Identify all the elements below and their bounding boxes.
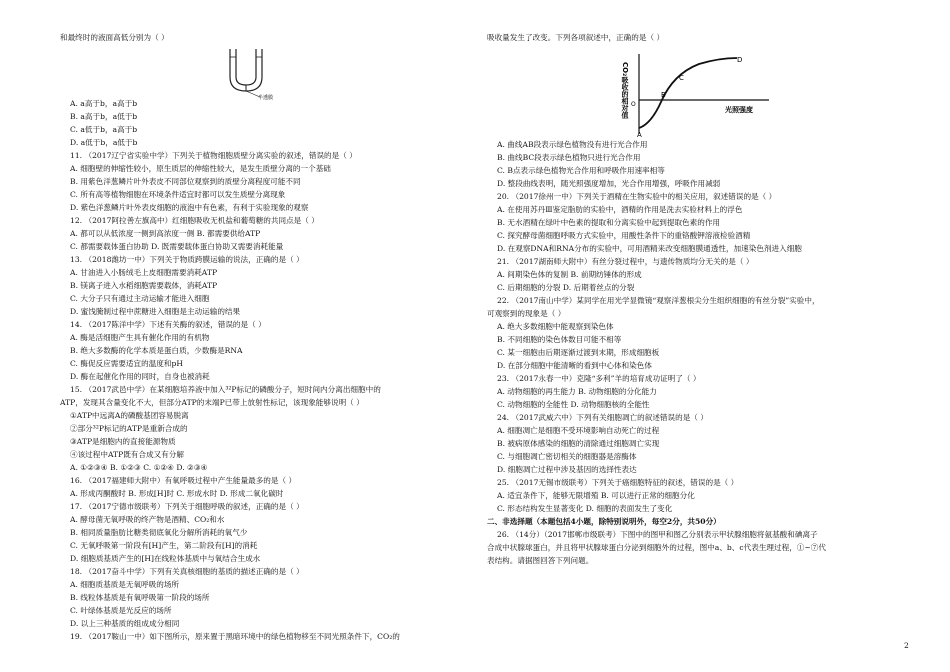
left_column-line: A. 形成丙酮酸时 B. 形成[H]时 C. 形成水时 D. 形成二氧化碳时 bbox=[70, 489, 284, 498]
left_column-line: 14. （2017陈洋中学）下述有关酶的叙述，错误的是（ ） bbox=[70, 320, 266, 329]
left_column-line: A. 都可以从低浓度一侧到高浓度一侧 B. 都需要供给ATP bbox=[70, 229, 261, 238]
right_column-line: 22. （2017南山中学）某同学在用光学显微镜“观察洋葱根尖分生组织细胞的有丝分裂”实验中， bbox=[497, 296, 820, 305]
right_column-line: B. 不同细胞的染色体数目可能不相等 bbox=[497, 335, 622, 344]
left_column-line: C. 都需要载体蛋白协助 D. 既需要载体蛋白协助又需要消耗能量 bbox=[70, 242, 284, 251]
left_column-line: 17. （2017宁德市级联考）下列关于细胞呼吸的叙述，正确的是（ ） bbox=[70, 502, 304, 511]
left_column-line: A. a高于b，a高于b bbox=[70, 99, 138, 108]
co2-chart bbox=[617, 52, 777, 138]
point-c-label: C bbox=[679, 74, 684, 82]
left_column-line: D. 以上三种基质的组成成分相同 bbox=[70, 619, 180, 628]
left_column-line: B. 镁离子进入水稻细胞需要载体，消耗ATP bbox=[70, 281, 218, 290]
left_column-line: C. 叶绿体基质是光反应的场所 bbox=[70, 606, 172, 615]
left_column-line: D. 细胞质基质产生的[H]在线粒体基质中与氧结合生成水 bbox=[70, 554, 261, 563]
right_column-line: 21. （2017湖南师大附中）有丝分裂过程中，与遗传物质均分无关的是（ ） bbox=[497, 257, 754, 266]
membrane-label: 半透膜 bbox=[258, 95, 274, 101]
right_column-line: D. 细胞凋亡过程中涉及基因的选择性表达 bbox=[497, 465, 637, 474]
left_column-line: C. 大分子只有通过主动运输才能进入细胞 bbox=[70, 294, 210, 303]
right_column-line: 24. （2017武威六中）下列有关细胞凋亡的叙述错误的是（ ） bbox=[497, 413, 708, 422]
right_column-line: C. 后期细胞的分裂 D. 后期着丝点的分裂 bbox=[497, 283, 635, 292]
left_column-line: C. a低于b，a高于b bbox=[70, 125, 138, 134]
right_column-line: 可观察到的现象是（ ） bbox=[487, 309, 566, 318]
left_column-line: ①ATP中远离A的磷酸基团容易脱离 bbox=[70, 411, 189, 420]
left_column-line: A. 细胞壁的伸缩性较小，原生质层的伸缩性较大，是发生质壁分离的一个基础 bbox=[70, 164, 331, 173]
right_column-line: B. 被病原体感染的细胞的清除通过细胞凋亡实现 bbox=[497, 439, 660, 448]
left_column-line: B. 用紫色洋葱鳞片叶外表皮不同部位观察到的质壁分离程度可能不同 bbox=[70, 177, 301, 186]
left_column-line: C. 所有高等植物细胞在环境条件适宜时都可以发生质壁分离现象 bbox=[70, 190, 286, 199]
right_column-line: C. B点表示绿色植物光合作用和呼吸作用速率相等 bbox=[497, 166, 665, 175]
left_column-line: C. 无氧呼吸第一阶段有[H]产生，第二阶段有[H]的消耗 bbox=[70, 541, 258, 550]
page-number: 2 bbox=[904, 641, 909, 650]
left_column-line: D. 紫色洋葱鳞片叶外表皮细胞的液泡中有色素，有利于实验现象的观察 bbox=[70, 203, 309, 212]
right_column-line: B. 曲线BC段表示绿色植物只进行光合作用 bbox=[497, 153, 641, 162]
u-tube-figure bbox=[222, 47, 282, 101]
left_column-line: D. 蜜饯腌制过程中蔗糖进入细胞是主动运输的结果 bbox=[70, 307, 241, 316]
right_column-line: C. 某一细胞由后期逐渐过渡到末期，形成细胞板 bbox=[497, 348, 660, 357]
left_column-line: D. 酶在起催化作用的同时，自身也被消耗 bbox=[70, 372, 210, 381]
right_column-line: 25. （2017无锡市级联考）下列关于癌细胞特征的叙述，错误的是（ ） bbox=[497, 478, 739, 487]
right_column-line: D. 在部分细胞中能清晰的看到中心体和染色体 bbox=[497, 361, 652, 370]
point-b-label: B bbox=[661, 91, 666, 99]
right_column-line: 吸收量发生了改变。下列各项叙述中，正确的是（ ） bbox=[487, 33, 665, 42]
right_column-line: A. 曲线AB段表示绿色植物没有进行光合作用 bbox=[497, 140, 648, 149]
x-axis-label: 光照强度 bbox=[725, 106, 753, 114]
right_column-line: 表结构。请据图回答下列问题。 bbox=[487, 556, 594, 565]
left_column-line: B. 线粒体基质是有氧呼吸第一阶段的场所 bbox=[70, 593, 210, 602]
left_column-line: A. 酶是活细胞产生具有催化作用的有机物 bbox=[70, 333, 210, 342]
left_column-line: A. 酵母菌无氧呼吸的终产物是酒精、CO₂和水 bbox=[70, 515, 225, 524]
right_column-line: C. 探究酵母菌细胞呼吸方式实验中，用酸性条件下的重铬酸钾溶液检验酒精 bbox=[497, 231, 751, 240]
left_column-line: ③ATP是细胞内的直接能源物质 bbox=[70, 437, 176, 446]
left_column-line: B. 相同质量脂肪比糖类彻底氧化分解所消耗的氧气少 bbox=[70, 528, 248, 537]
left_column-line: A. 细胞质基质是无氧呼吸的场所 bbox=[70, 580, 180, 589]
left_column-line: 16. （2017福建师大附中）有氧呼吸过程中产生能量最多的是（ ） bbox=[70, 476, 297, 485]
left_column-line: B. 绝大多数酶的化学本质是蛋白质，少数酶是RNA bbox=[70, 346, 243, 355]
origin-label: O bbox=[631, 101, 636, 108]
right_column-line: C. 与细胞凋亡密切相关的细胞器是溶酶体 bbox=[497, 452, 637, 461]
left_column-line: 和最终时的液面高低分别为（ ） bbox=[60, 33, 169, 42]
right_column-line: A. 细胞凋亡是细胞不受环境影响自动死亡的过程 bbox=[497, 426, 660, 435]
right_column-line: A. 绝大多数细胞中能观察到染色体 bbox=[497, 322, 614, 331]
left_column-line: 12. （2017阿拉善左旗高中）红细胞吸收无机盐和葡萄糖的共同点是（ ） bbox=[70, 216, 319, 225]
co2-curve bbox=[639, 58, 737, 128]
right_column-line: 合成中状腺球蛋白，并且将甲状腺球蛋白分泌到细胞外的过程，图中a、b、c代表生理过程，①~⑦代 bbox=[487, 543, 826, 552]
left_column-line: B. a高于b，a低于b bbox=[70, 112, 138, 121]
right_column-line: D. 在观察DNA和RNA分布的实验中，可用酒精来改变细胞膜通透性，加速染色剂进入细胞 bbox=[497, 244, 802, 253]
right_column-line: A. 间期染色体的复制 B. 前期纺锤体的形成 bbox=[497, 270, 642, 279]
left_column-line: ②部分³²P标记的ATP是重新合成的 bbox=[70, 424, 188, 433]
left_column-line: ATP，发现其含量变化不大，但部分ATP的末端P已带上放射性标记，该现象能够说明（ ） bbox=[60, 398, 364, 407]
point-a-label: A bbox=[637, 131, 642, 138]
u-tube-inner bbox=[236, 49, 256, 85]
left_column-line: A. 甘油进入小肠绒毛上皮细胞需要消耗ATP bbox=[70, 268, 218, 277]
right_column-line: A. 适宜条件下，能够无限增殖 B. 可以进行正常的细胞分化 bbox=[497, 491, 695, 500]
right_column-line: D. 整段曲线表明，随光照强度增加，光合作用增强，呼吸作用减弱 bbox=[497, 179, 721, 188]
right_column-line: A. 在使用苏丹Ⅲ鉴定脂肪的实验中，酒精的作用是洗去实验材料上的浮色 bbox=[497, 205, 743, 214]
left_column-line: A. ①②③④ B. ①②③ C. ①②④ D. ②③④ bbox=[70, 463, 208, 472]
left_column-line: 19. （2017鞍山一中）如下图所示，原来置于黑暗环境中的绿色植物移至不同光照条件下，CO₂的 bbox=[70, 632, 400, 641]
left_column-line: D. a低于b，a低于b bbox=[70, 138, 138, 147]
right_column-line: A. 动物细胞的再生能力 B. 动物细胞的分化能力 bbox=[497, 387, 657, 396]
right_column-line: B. 无水酒精在绿叶中色素的提取和分离实验中起到提取色素的作用 bbox=[497, 218, 721, 227]
point-d-label: D bbox=[737, 56, 743, 64]
right_column-line: C. 动物细胞的全能性 D. 动物细胞核的全能性 bbox=[497, 400, 650, 409]
left_column-line: 15. （2017武邑中学）在某细胞培养液中加入³²P标记的磷酸分子，短时间内分离出细胞中的 bbox=[70, 385, 381, 394]
left_column-line: 13. （2018潍坊一中）下列关于物质跨膜运输的说法，正确的是（ ） bbox=[70, 255, 304, 264]
right_column-line: 23. （2017永春一中）克隆“多利”羊的培育成功证明了（ ） bbox=[497, 374, 701, 383]
left_column-line: ④该过程中ATP既有合成又有分解 bbox=[70, 450, 184, 459]
right_column-line: 26. （14分）（2017邯郸市级联考）下图中的图甲和图乙分别表示甲状腺细胞将氨基酸和碘离子 bbox=[497, 530, 818, 539]
y-axis-label: CO₂吸收的相对值 bbox=[621, 62, 629, 119]
left_column-line: C. 酶促反应需要适宜的温度和pH bbox=[70, 359, 183, 368]
right_column-line: 20. （2017徐州一中）下列关于酒精在生物实验中的相关应用，叙述错误的是（ ） bbox=[497, 192, 777, 201]
left_column-line: 11. （2017辽宁省实验中学）下列关于植物细胞质壁分离实验的叙述，错误的是（ ） bbox=[70, 151, 357, 160]
right_column-line: C. 形态结构发生显著变化 D. 细胞的表面发生了变化 bbox=[497, 504, 673, 513]
right_column-line: 二、非选择题（本题包括4小题，除特别说明外，每空2分，共50分） bbox=[487, 517, 721, 526]
left_column-line: 18. （2017奋斗中学）下列有关真核细胞的基质的描述正确的是（ ） bbox=[70, 567, 304, 576]
